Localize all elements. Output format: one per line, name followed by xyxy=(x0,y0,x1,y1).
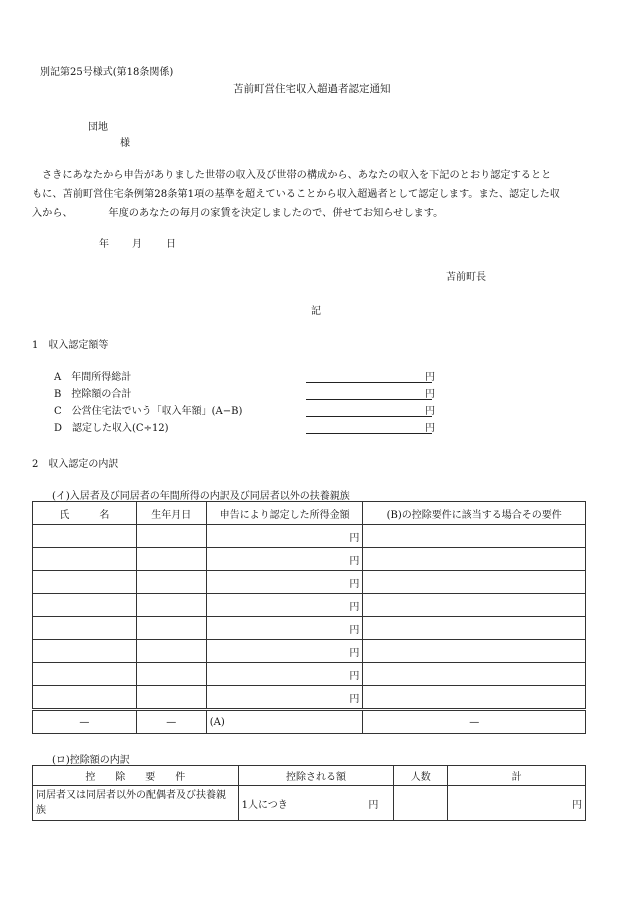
table-row xyxy=(33,571,586,594)
requirement-cell xyxy=(363,640,586,663)
date-day: 日 xyxy=(166,239,176,250)
table1-total-row xyxy=(33,710,586,734)
name-cell xyxy=(33,571,137,594)
col-total: 計 xyxy=(448,766,586,786)
deduction-amount-cell xyxy=(238,786,394,821)
table-row xyxy=(33,548,586,571)
requirement-cell xyxy=(363,663,586,686)
item-c-label: C 公営住宅法でいう「収入年額」(A−B) xyxy=(54,406,243,417)
amount-unit: 円 xyxy=(368,799,379,811)
notice-paragraph xyxy=(32,166,600,223)
sama-label: 様 xyxy=(120,138,130,149)
issuer: 苫前町長 xyxy=(446,272,486,283)
name-cell xyxy=(33,548,137,571)
person-count-cell xyxy=(394,786,448,821)
col-person-count: 人数 xyxy=(394,766,448,786)
date-year: 年 xyxy=(99,239,109,250)
birthdate-cell xyxy=(136,548,206,571)
per-person-label: 1人につき xyxy=(241,799,288,811)
table1-caption: (イ)入居者及び同居者の年間所得の内訳及び同居者以外の扶養親族 xyxy=(52,491,350,502)
requirement-cell xyxy=(363,594,586,617)
birthdate-cell xyxy=(136,525,206,548)
item-d-unit: 円 xyxy=(425,423,435,434)
table2-header-row xyxy=(33,766,586,786)
table-row xyxy=(33,686,586,710)
deduction-breakdown-table xyxy=(32,765,586,821)
income-amount-cell: 円 xyxy=(206,594,363,617)
income-amount-cell: 円 xyxy=(206,617,363,640)
item-c-unit: 円 xyxy=(425,406,435,417)
requirement-cell xyxy=(363,686,586,710)
requirement-cell xyxy=(363,525,586,548)
birthdate-cell xyxy=(136,571,206,594)
item-a-line xyxy=(306,381,432,383)
name-cell xyxy=(33,594,137,617)
section1-heading: 1 収入認定額等 xyxy=(32,340,109,351)
col-name: 氏 名 xyxy=(33,502,137,525)
total-row-cell: — xyxy=(33,710,137,734)
col-income-amount: 申告により認定した所得金額 xyxy=(206,502,363,525)
item-d-label: D 認定した収入(C÷12) xyxy=(54,423,169,434)
requirement-cell xyxy=(363,548,586,571)
item-d-line xyxy=(306,432,432,434)
document-title: 苫前町営住宅収入超過者認定通知 xyxy=(233,83,391,95)
requirement-cell xyxy=(363,571,586,594)
form-id: 別記第25号様式(第18条関係) xyxy=(40,67,174,78)
section2-heading: 2 収入認定の内訳 xyxy=(32,459,119,470)
table-row xyxy=(33,786,586,821)
name-cell xyxy=(33,663,137,686)
item-a-label: A 年間所得総計 xyxy=(54,372,132,383)
danchi-label: 団地 xyxy=(88,122,108,133)
name-cell xyxy=(33,640,137,663)
birthdate-cell xyxy=(136,663,206,686)
item-b-line xyxy=(306,398,432,400)
ki-heading: 記 xyxy=(311,306,321,317)
date-month: 月 xyxy=(132,239,142,250)
table-row xyxy=(33,594,586,617)
birthdate-cell xyxy=(136,594,206,617)
name-cell xyxy=(33,617,137,640)
name-cell xyxy=(33,525,137,548)
item-c-line xyxy=(306,415,432,417)
income-amount-cell: 円 xyxy=(206,571,363,594)
income-amount-cell: 円 xyxy=(206,548,363,571)
table-row xyxy=(33,663,586,686)
notice-line-2: もに、苫前町営住宅条例第28条第1項の基準を超えていることから収入超過者として認定します。また、認定した収 xyxy=(32,189,560,200)
income-amount-cell: 円 xyxy=(206,640,363,663)
table-row xyxy=(33,640,586,663)
birthdate-cell xyxy=(136,686,206,710)
deduction-label: 同居者又は同居者以外の配偶者及び扶養親族 xyxy=(33,786,239,821)
table1-header-row xyxy=(33,502,586,525)
item-a-unit: 円 xyxy=(425,372,435,383)
income-amount-cell: 円 xyxy=(206,525,363,548)
notice-line-1: さきにあなたから申告がありました世帯の収入及び世帯の構成から、あなたの収入を下記のとおり認定するとと xyxy=(42,170,552,181)
total-row-cell: — xyxy=(136,710,206,734)
item-b-label: B 控除額の合計 xyxy=(54,389,132,400)
income-amount-cell: 円 xyxy=(206,663,363,686)
item-b-unit: 円 xyxy=(425,389,435,400)
income-breakdown-table xyxy=(32,501,586,734)
col-birthdate: 生年月日 xyxy=(136,502,206,525)
col-deduction-requirement: 控 除 要 件 xyxy=(33,766,239,786)
name-cell xyxy=(33,686,137,710)
total-cell: 円 xyxy=(448,786,586,821)
table-row xyxy=(33,617,586,640)
total-row-cell: (A) xyxy=(206,710,363,734)
table2-caption: (ロ)控除額の内訳 xyxy=(52,755,130,766)
col-deduction-amount: 控除される額 xyxy=(238,766,394,786)
col-deduction-requirement: (B)の控除要件に該当する場合その要件 xyxy=(363,502,586,525)
notice-line-3: 入から、 年度のあなたの毎月の家賃を決定しましたので、併せてお知らせします。 xyxy=(32,208,444,219)
total-row-cell: — xyxy=(363,710,586,734)
requirement-cell xyxy=(363,617,586,640)
birthdate-cell xyxy=(136,617,206,640)
table-row xyxy=(33,525,586,548)
income-amount-cell: 円 xyxy=(206,686,363,710)
birthdate-cell xyxy=(136,640,206,663)
